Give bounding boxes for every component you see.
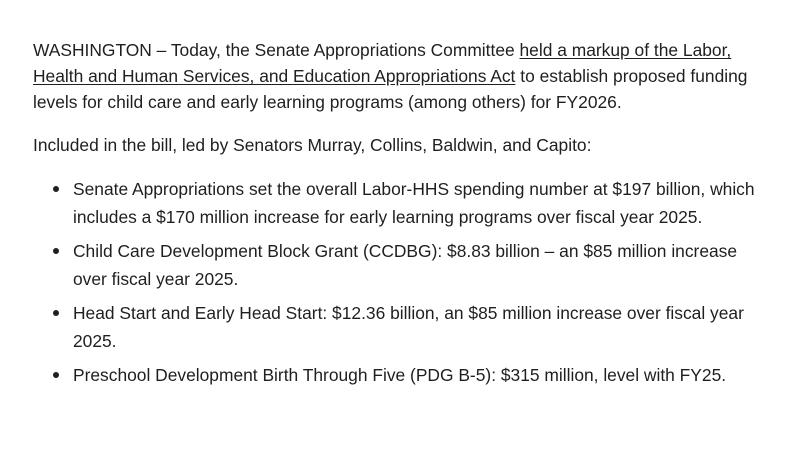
article-body: [33, 37, 773, 395]
list-item: [33, 175, 773, 231]
list-item: [33, 299, 773, 355]
list-item-text: Senate Appropriations set the overall Labor-HHS spending number at $197 billion, which includes a $170 million increase for early learning programs over fiscal year 2025.: [73, 179, 755, 227]
intro-paragraph: [33, 37, 773, 115]
intro-lead: WASHINGTON – Today, the Senate Appropriations Committee: [33, 40, 520, 60]
list-item: [33, 237, 773, 293]
bullet-icon: [53, 186, 59, 192]
bullet-icon: [53, 310, 59, 316]
list-item-text: Child Care Development Block Grant (CCDBG): $8.83 billion – an $85 million increase over fiscal year 2025.: [73, 241, 738, 289]
markup-link[interactable]: held a markup of the Labor, Health and Human Services, and Education Appropriations Act: [33, 40, 732, 86]
funding-list: [33, 175, 773, 389]
subintro-paragraph: Included in the bill, led by Senators Murray, Collins, Baldwin, and Capito:: [33, 135, 592, 155]
intro-tail: to establish proposed funding levels for child care and early learning programs (among others) for FY2026.: [33, 66, 748, 112]
list-item-text: Preschool Development Birth Through Five (PDG B-5): $315 million, level with FY25.: [73, 365, 727, 385]
bullet-icon: [53, 372, 59, 378]
bullet-icon: [53, 248, 59, 254]
list-item: [33, 361, 773, 389]
list-item-text: Head Start and Early Head Start: $12.36 billion, an $85 million increase over fiscal year 2025.: [73, 303, 744, 351]
